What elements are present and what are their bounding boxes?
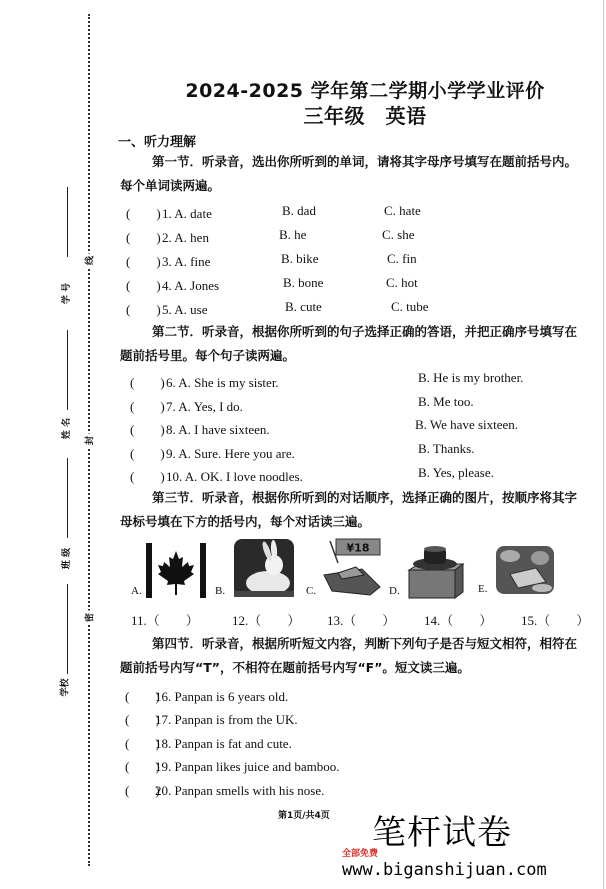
section1-instruction-line2: 每个单词读两遍。 [120, 178, 221, 193]
picture-label-d: D. [389, 585, 400, 597]
option-c: C. fin [387, 251, 417, 266]
breakfast-food-icon [496, 546, 554, 594]
option-c: C. tube [391, 299, 429, 314]
answer-bracket[interactable]: ( ) [125, 783, 160, 798]
question-row-8: ( )8. A. I have sixteen. [130, 419, 270, 438]
exam-title: 2024-2025 学年第二学期小学学业评价 [185, 80, 545, 102]
section1-instruction-line1: 第一节．听录音，选出你所听到的单词，请将其字母序号填写在题前括号内。 [152, 154, 578, 169]
question-row-18: ( )18. Panpan is fat and cute. [125, 733, 292, 752]
option-c: C. she [382, 227, 415, 242]
option-b: B. We have sixteen. [415, 417, 519, 432]
option-b: B. Yes, please. [418, 465, 494, 480]
part-heading: 一、听力理解 [118, 135, 197, 150]
option-b: B. Me too. [418, 394, 474, 409]
option-c: C. hot [386, 275, 418, 290]
answer-bracket[interactable]: ( ) [126, 254, 161, 269]
question-row-4: ( )4. A. Jones [126, 275, 219, 294]
section4-instruction-line1: 第四节．听录音，根据所听短文内容，判断下列句子是否与短文相符，相符在 [152, 636, 578, 651]
option-b: B. cute [285, 299, 322, 314]
question-row-2: ( )2. A. hen [126, 227, 209, 246]
watermark-brand: 笔杆试卷 [372, 813, 512, 853]
answer-14[interactable]: 14.（ ） [424, 613, 493, 628]
answer-bracket[interactable]: ( ) [125, 712, 160, 727]
picture-label-b: B. [215, 585, 226, 597]
section2-instruction [120, 320, 595, 368]
option-b: B. dad [282, 203, 316, 218]
question-row-6: ( )6. A. She is my sister. [130, 372, 279, 391]
page-edge [603, 0, 604, 889]
section3-instruction-line2: 母标号填在下方的括号内，每个对话读三遍。 [120, 514, 371, 529]
class-label: 班 级 [62, 547, 73, 570]
option-b: B. bike [281, 251, 319, 266]
picture-label-c: C. [306, 585, 317, 597]
name-line[interactable] [67, 330, 68, 410]
question-row-1: ( )1. A. date [126, 203, 212, 222]
answer-15[interactable]: 15.（ ） [521, 613, 590, 628]
answer-bracket[interactable]: ( ) [125, 689, 160, 704]
answer-bracket[interactable]: ( ) [130, 469, 165, 484]
answer-bracket[interactable]: ( ) [125, 759, 160, 774]
answer-11[interactable]: 11.（ ） [131, 613, 199, 628]
answer-bracket[interactable]: ( ) [125, 736, 160, 751]
question-row-9: ( )9. A. Sure. Here you are. [130, 443, 295, 462]
answer-13[interactable]: 13.（ ） [327, 613, 396, 628]
question-row-19: ( )19. Panpan likes juice and bamboo. [125, 756, 340, 775]
watermark-free-badge: 全部免费 [342, 849, 379, 859]
rabbit-icon [234, 539, 294, 597]
school-line[interactable] [67, 584, 68, 674]
seal-char-feng: 封 [83, 434, 96, 448]
seal-char-xian: 线 [83, 254, 96, 268]
option-b: B. He is my brother. [418, 370, 524, 385]
answer-bracket[interactable]: ( ) [130, 375, 165, 390]
section1-instruction [120, 150, 595, 198]
question-row-20: ( )20. Panpan smells with his nose. [125, 780, 324, 799]
hat-box-icon [405, 542, 465, 600]
option-b: B. he [279, 227, 307, 242]
question-row-3: ( )3. A. fine [126, 251, 210, 270]
seal-char-mi: 密 [83, 611, 96, 625]
section3-instruction-line1: 第三节．听录音，根据你所听到的对话顺序，选择正确的图片，按顺序将其字 [152, 490, 578, 505]
option-b: B. Thanks. [418, 441, 475, 456]
section3-instruction [120, 486, 595, 534]
answer-bracket[interactable]: ( ) [126, 206, 161, 221]
answer-bracket[interactable]: ( ) [126, 278, 161, 293]
picture-label-e: E. [478, 583, 488, 595]
option-b: B. bone [283, 275, 324, 290]
student-id-line[interactable] [67, 187, 68, 257]
question-row-7: ( )7. A. Yes, I do. [130, 396, 243, 415]
watermark-url[interactable]: www.biganshijuan.com [342, 860, 547, 880]
svg-text:¥18: ¥18 [346, 541, 370, 555]
class-line[interactable] [67, 458, 68, 538]
name-label: 姓 名 [62, 417, 73, 440]
toy-boat-icon [322, 537, 384, 599]
picture-label-a: A. [131, 585, 142, 597]
section4-instruction-line2: 题前括号内写“T”，不相符在题前括号内写“F”。短文读三遍。 [120, 660, 470, 675]
answer-bracket[interactable]: ( ) [126, 230, 161, 245]
option-c: C. hate [384, 203, 421, 218]
page-indicator: 第1页/共4页 [278, 811, 330, 821]
answer-bracket[interactable]: ( ) [126, 302, 161, 317]
question-row-17: ( )17. Panpan is from the UK. [125, 709, 298, 728]
answer-bracket[interactable]: ( ) [130, 422, 165, 437]
answer-bracket[interactable]: ( ) [130, 399, 165, 414]
school-label: 学校 [60, 678, 71, 697]
section4-instruction [120, 632, 595, 680]
answer-bracket[interactable]: ( ) [130, 446, 165, 461]
answer-12[interactable]: 12.（ ） [232, 613, 301, 628]
student-id-label: 学 号 [62, 282, 73, 305]
question-row-16: ( )16. Panpan is 6 years old. [125, 686, 288, 705]
exam-subtitle: 三年级 英语 [303, 104, 427, 128]
question-row-10: ( )10. A. OK. I love noodles. [130, 466, 303, 485]
question-row-5: ( )5. A. use [126, 299, 208, 318]
canada-flag-icon [146, 543, 206, 598]
section2-instruction-line1: 第二节．听录音，根据你所听到的句子选择正确的答语，并把正确序号填写在 [152, 324, 578, 339]
section2-instruction-line2: 题前括号里。每个句子读两遍。 [120, 348, 296, 363]
